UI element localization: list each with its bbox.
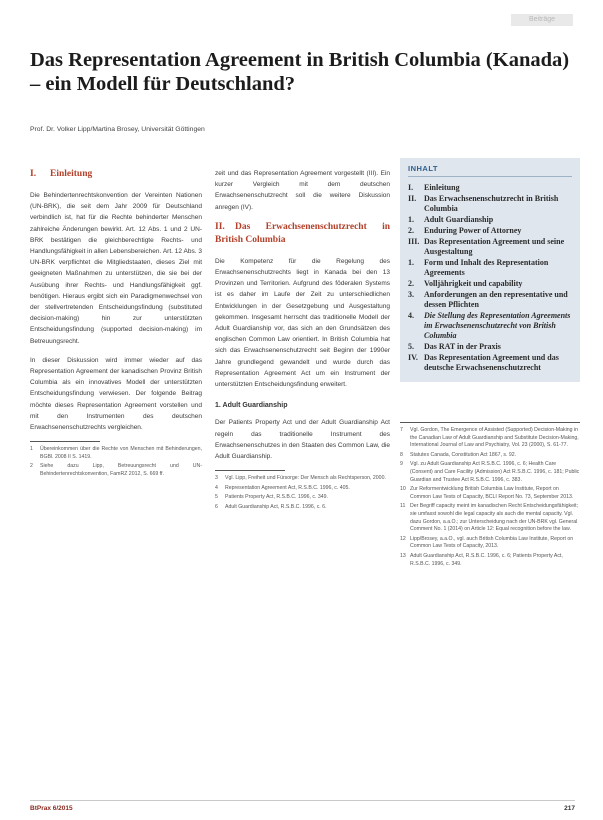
toc-number: 1. [408,215,414,224]
toc-number: 2. [408,279,414,288]
footnote [215,475,390,483]
footnote-text: Siehe dazu Lipp, Betreuungsrecht und UN-Behindertenrechtskonvention, FamRZ 2012, S. 669 ff. [40,463,202,478]
toc-item[interactable] [408,226,572,236]
body-paragraph: Die Kompetenz für die Regelung des Erwachsenenschutzrechts liegt in Kanada bei den 13 Provinzen und Territorien. Aufgrund des föderalen Systems ist es daher im Laufe der Zeit zu unterschiedlichen Entwicklungen in der Gesetzgebung und Ausgestaltung gekommen. Insgesamt herrscht das traditionelle Modell der Adult Guardianship vor, das sich an den Grundsätzen des englischen Common Law orientiert. In British Columbia hat sich das Erwachsenenschutzrecht seit Beginn der 1990er Jahre grundlegend gewandelt und wurde durch das Representation Agreement Act um ein Instrument der unterstützten Entscheidungsfindung erweitert. [215,257,390,389]
body-paragraph: Die Behindertenrechtskonvention der Vereinten Nationen (UN-BRK), die seit dem Jahr 2009 für Deutschland verbindlich ist, hat für die Rechte behinderter Menschen zahlreiche Änderungen bewirkt. Art. 12 Abs. 1 und 2 UN-BRK bestätigen die gleichberechtigte Rechts- und Handlungsfähigkeit in allen Lebensbereichen. Art. 12 Abs. 3 UN-BRK verpflichtet die Mitgliedstaaten, dieses Ziel mit geeigneten Maßnahmen zu unterstützen, die sie bei der Ausübung ihrer Rechts- und Handlungsfähigkeit ggf. benötigen. Hieraus ergibt sich ein Paradigmenwechsel von der stellvertretenden Entscheidungsfindung (substituted decision-making) hin zur unterstützten Entscheidungsfindung (supported decision-making) im Betreuungsrecht. [30,192,202,345]
toc-heading: INHALT [408,164,572,177]
footnote-number: 10 [400,486,406,493]
footnote [400,536,580,551]
table-of-contents-box [400,158,580,382]
section-number: II. [215,221,225,232]
footnote [400,486,580,501]
toc-item[interactable] [408,183,572,193]
author-line: Prof. Dr. Volker Lipp/Martina Brosey, Universität Göttingen [30,126,205,133]
toc-item[interactable] [408,290,572,310]
footnote [400,553,580,568]
footnote-number: 4 [215,484,218,491]
toc-text: Form und Inhalt des Representation Agreements [424,258,549,277]
footnote-number: 2 [30,463,33,470]
section-heading-erwachsenenschutz [215,221,390,247]
toc-item[interactable] [408,237,572,257]
section-title: Einleitung [50,169,93,179]
toc-item[interactable] [408,194,572,214]
toc-item[interactable] [408,258,572,278]
footnote-text: Übereinkommen über die Rechte von Menschen mit Behinderungen, BGBl. 2008 II S. 1419. [40,446,202,460]
footnote-text: Zur Reformentwicklung British Columbia Law Institute, Report on Common Law Tests of Capacity, BCLI Report No. 73, September 2013. [410,486,574,500]
footnote [30,463,202,478]
footnote-text: Statutes Canada, Constitution Act 1867, s. 92. [410,451,517,458]
footnote-number: 13 [400,552,406,559]
toc-item[interactable] [408,215,572,225]
footnote-text: Der Begriff capacity meint im kanadischen Recht Entscheidungsfähigkeit; sie umfasst sowohl die legal capacity als auch die mental capacity. Vgl. dazu Gordon, a.a.O.; zur Unterscheidung nach der UN-BRK vgl. General Comment No. 1 (2014) on Article 12: Equal recognition before the law. [410,503,579,533]
footnote [215,504,390,512]
page-footer [30,800,575,812]
toc-number: 3. [408,290,414,299]
section-title: Das Erwachsenenschutzrecht in British Columbia [215,221,390,245]
section-heading-einleitung [30,168,202,181]
footnote-list [30,446,202,478]
toc-number: IV. [408,353,418,362]
footnote [400,427,580,450]
footnote [400,461,580,484]
body-paragraph: Der Patients Property Act und der Adult Guardianship Act regeln das traditionelle Instrument des Erwachsenenschutzes in den Staaten des Common Law, die Adult Guardianship. [215,419,390,461]
footnote-number: 1 [30,446,33,453]
subsection-heading: 1. Adult Guardianship [215,402,288,410]
toc-item[interactable] [408,342,572,352]
toc-item[interactable] [408,311,572,341]
footnote-number: 12 [400,535,406,542]
body-paragraph: zeit und das Representation Agreement vorgestellt (III). Ein kurzer Vergleich mit dem deutschen Erwachsenenschutzrecht soll die weitere Diskussion anregen (IV). [215,170,390,211]
toc-text: Einleitung [424,183,460,192]
footnote [400,452,580,460]
footnote [400,503,580,533]
toc-number: 4. [408,311,414,320]
section-number: I. [30,169,37,179]
toc-text: Das RAT in der Praxis [424,342,501,351]
article-title: Das Representation Agreement in British Columbia (Kanada) – ein Modell für Deutschland? [30,49,570,95]
body-paragraph: In dieser Diskussion wird immer wieder auf das Representation Agreement der kanadischen Provinz British Columbia als ein innovatives Modell der unterstützten Entscheidungsfindung verwiesen. Der folgende Beitrag möchte dieses Representation Agreement vorstellen und mit den Instrumenten des deutschen Erwachsenenschutzrechts vergleichen. [30,356,202,432]
footnote-text: Adult Guardianship Act, R.S.B.C. 1996, c. 6. [225,504,327,511]
toc-text: Das Representation Agreement und das deutsche Erwachsenenschutzrecht [424,353,559,372]
footnote-text: Vgl. zu Adult Guardianship Act R.S.B.C. 1996, c. 6; Health Care (Consent) and Care Facility (Admission) Act R.S.B.C. 1996, c. 181; Public Guardian and Trustee Act R.S.B.C. 1996, c. 383. [410,461,580,483]
column-1 [30,168,202,481]
footnote [30,446,202,461]
toc-number: 5. [408,342,414,351]
toc-item[interactable] [408,353,572,373]
footnote-text: Patients Property Act, R.S.B.C. 1996, c. 349. [225,494,328,501]
toc-text: Das Representation Agreement und seine Ausgestaltung [424,237,565,256]
footnote-number: 7 [400,427,403,433]
footnote-number: 3 [215,475,218,482]
page-number: 217 [564,805,575,812]
toc-text: Volljährigkeit und capability [424,279,523,288]
footnote-text: Lipp/Brosey, a.a.O., vgl. auch British Columbia Law Institute, Report on Common Law Tests of Capacity, 2013. [410,535,574,550]
toc-text: Enduring Power of Attorney [424,226,522,235]
footnote-text: Representation Agreement Act, R.S.B.C. 1996, c. 405. [225,484,350,491]
toc-text: Das Erwachsenenschutzrecht in British Columbia [424,194,559,213]
footnote-number: 11 [400,503,406,510]
footnote-list [215,475,390,511]
footnote-number: 9 [400,461,403,468]
journal-issue: BtPrax 6/2015 [30,805,73,812]
column-2 [215,168,390,514]
footnote-list-col3 [400,422,580,570]
toc-text: Anforderungen an den representative und dessen Pflichten [424,290,568,309]
toc-item[interactable] [408,279,572,289]
toc-number: 2. [408,226,414,235]
toc-text: Adult Guardianship [424,215,494,224]
toc-number: II. [408,194,417,203]
footnote-text: Vgl. Lipp, Freiheit und Fürsorge: Der Mensch als Rechtsperson, 2000. [225,475,386,482]
footnote-number: 6 [215,504,218,511]
toc-number: I. [408,183,414,192]
footnote [215,485,390,493]
toc-text: Die Stellung des Representation Agreements im Erwachsenenschutzrecht von British Columbia [424,311,571,340]
footnote-text: Adult Guardianship Act, R.S.B.C. 1996, c. 6; Patients Property Act, R.S.B.C. 1996, c. 349. [410,552,563,567]
footnote-text: Vgl. Gordon, The Emergence of Assisted (Supported) Decision-Making in the Canadian Law of Adult Guardianship and Substitute Decision-Making, International Journal of Law and Psychiatry, Vol. 23 (2000), S. 61-77. [410,427,579,449]
footnote [215,494,390,502]
footnote-number: 8 [400,451,403,458]
footnote-number: 5 [215,494,218,501]
toc-number: III. [408,237,420,246]
toc-number: 1. [408,258,414,267]
section-tag: Beiträge [511,14,573,26]
